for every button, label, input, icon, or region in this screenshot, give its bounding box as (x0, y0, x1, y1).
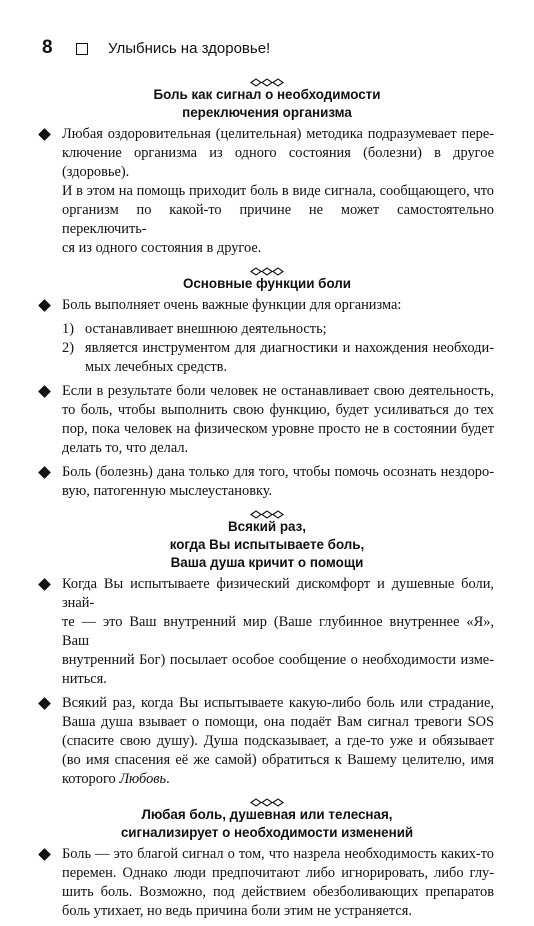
bullet-paragraph (40, 296, 494, 315)
text-line: то боль, чтобы выполнить свою функцию, будет усиливаться до тех (62, 402, 494, 418)
text-line (62, 770, 494, 789)
diamond-bullet-icon (38, 299, 51, 312)
bullet-paragraph (40, 382, 494, 458)
section-ornament (40, 506, 494, 516)
diamond-bullet-icon (38, 578, 51, 591)
text-line: (спасите свою душу). Душа подсказывает, а где-то уже и обязывает (62, 733, 494, 749)
heading-line: Ваша душа кричит о помощи (170, 555, 364, 570)
list-item (40, 339, 494, 377)
text-line: Боль — это благой сигнал о том, что назрела необходимость каких-то (62, 846, 494, 862)
bullet-paragraph (40, 463, 494, 501)
text-line: Всякий раз, когда Вы испытываете какую-либо боль или страдание, (62, 695, 494, 711)
text-line: Боль (болезнь) дана только для того, чтобы помочь осознать нездоро- (62, 464, 494, 480)
heading-line: Любая боль, душевная или телесная, (141, 807, 393, 822)
diamond-bullet-icon (38, 466, 51, 479)
text-line: останавливает внешнюю деятельность; (85, 321, 327, 337)
text-fragment: . (166, 771, 170, 787)
text-line: те — это Ваш внутренний мир (Ваше глубинное внутреннее «Я», Ваш (62, 614, 494, 649)
bullet-paragraph (40, 575, 494, 689)
book-title: Улыбнись на здоровье! (108, 39, 271, 57)
text-line: пор, пока человек на физическом уровне просто не в состоянии будет (62, 421, 494, 437)
heading-line: Всякий раз, (228, 519, 306, 534)
text-line: является инструментом для диагностики и нахождения необходи- (85, 340, 494, 356)
text-line: делать то, что делал. (62, 440, 189, 456)
list-item (40, 320, 494, 339)
section-ornament (40, 794, 494, 804)
bullet-paragraph (40, 845, 494, 921)
page-content (40, 70, 494, 926)
text-line: мых лечебных средств. (85, 359, 228, 375)
text-line: организм по какой-то причине не может самостоятельно переключить- (62, 202, 494, 237)
heading-line: Боль как сигнал о необходимости (153, 87, 381, 102)
bullet-paragraph (40, 694, 494, 789)
list-number: 1) (62, 321, 74, 337)
text-line: боль утихает, но ведь причина боли этим не устраняется. (62, 903, 412, 919)
page-number: 8 (42, 37, 53, 58)
text-line: Ваша душа взывает о помощи, она подаёт Вам сигнал тревоги SOS (62, 714, 494, 730)
diamond-bullet-icon (38, 848, 51, 861)
text-line: (во имя спасения её же самой) обратиться к Вашему целителю, имя (62, 752, 494, 768)
diamond-bullet-icon (38, 385, 51, 398)
section-heading (40, 518, 494, 572)
text-line: шить боль. Возможно, под действием обезболивающих препаратов (62, 884, 494, 900)
text-fragment: которого (62, 771, 116, 787)
text-line: вую, патогенную мыслеустановку. (62, 483, 273, 499)
section-heading (40, 86, 494, 122)
text-line: Боль выполняет очень важные функции для организма: (62, 297, 402, 313)
square-box-icon (76, 43, 88, 55)
heading-line: переключения организма (182, 105, 352, 120)
text-line: ключение организма из одного состояния (болезни) в другое (здоровье). (62, 145, 494, 180)
text-line: И в этом на помощь приходит боль в виде сигнала, сообщающего, что (62, 183, 494, 199)
heading-line: когда Вы испытываете боль, (169, 537, 365, 552)
section-heading (40, 275, 494, 293)
italic-word: Любовь (119, 771, 167, 787)
section-heading (40, 806, 494, 842)
text-line: Когда Вы испытываете физический дискомфорт и душевные боли, знай- (62, 576, 494, 611)
numbered-list (40, 320, 494, 377)
section-ornament (40, 74, 494, 84)
diamond-bullet-icon (38, 128, 51, 141)
text-line: ся из одного состояния в другое. (62, 240, 262, 256)
text-line: внутренний Бог) посылает особое сообщение о необходимости изме- (62, 652, 494, 668)
bullet-paragraph (40, 125, 494, 258)
text-line: Любая оздоровительная (целительная) методика подразумевает пере- (62, 126, 494, 142)
text-line: перемен. Однако люди предпочитают либо игнорировать, либо глу- (62, 865, 494, 881)
list-number: 2) (62, 340, 74, 356)
text-line: Если в результате боли человек не останавливает свою деятельность, (62, 383, 494, 399)
heading-line: Основные функции боли (182, 276, 352, 291)
heading-line: сигнализирует о необходимости изменений (120, 825, 414, 840)
section-ornament (40, 263, 494, 273)
text-line: ниться. (62, 671, 107, 687)
diamond-bullet-icon (38, 697, 51, 710)
running-head (42, 36, 494, 60)
